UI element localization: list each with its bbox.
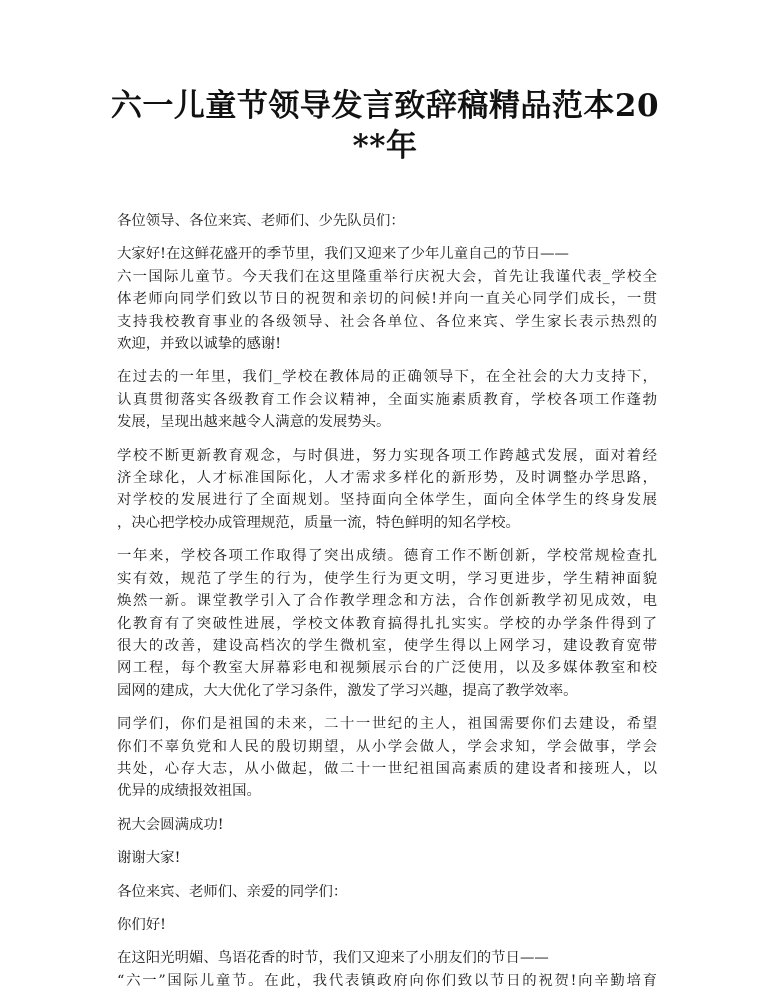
text-line: 焕然一新。课堂教学引入了合作教学理念和方法，合作创新教学初见成效，电	[117, 593, 657, 610]
document-body	[117, 210, 657, 1003]
paragraph-salutation-2	[117, 881, 657, 903]
text-line: 实有效，规范了学生的行为，使学生行为更文明，学习更进步，学生精神面貌	[117, 570, 657, 587]
text-line: 在这阳光明媚、鸟语花香的时节，我们又迎来了小朋友们的节日——	[117, 950, 549, 967]
text-line: 体老师向同学们致以节日的祝贺和亲切的问候!并向一直关心同学们成长，一贯	[117, 291, 657, 308]
text-line: 支持我校教育事业的各级领导、社会各单位、各位来宾、学生家长表示热烈的	[117, 313, 657, 330]
paragraph-achievements	[117, 545, 657, 702]
text-line: 欢迎，并致以诚挚的感谢!	[117, 336, 282, 353]
text-line: 六一国际儿童节。今天我们在这里隆重举行庆祝大会，首先让我谨代表_学校全	[117, 268, 657, 285]
text-line: 一年来，学校各项工作取得了突出成绩。德育工作不断创新，学校常规检查扎	[117, 548, 657, 565]
document-title	[110, 86, 660, 166]
text-line: 很大的改善，建设高档次的学生微机室，使学生得以上网学习，建设教育宽带	[117, 637, 657, 654]
paragraph-thanks	[117, 847, 657, 869]
text-line: 你们不辜负党和人民的殷切期望，从小学会做人，学会求知，学会做事，学会	[117, 738, 657, 755]
text-line: 发展，呈现出越来越令人满意的发展势头。	[117, 414, 391, 431]
text-line: 对学校的发展进行了全面规划。坚持面向全体学生，面向全体学生的终身发展	[117, 492, 657, 509]
text-line: “六一”国际儿童节。在此，我代表镇政府向你们致以节日的祝贺!向辛勤培育	[117, 972, 657, 989]
paragraph-festival	[117, 947, 657, 992]
text-line: 各位领导、各位来宾、老师们、少先队员们：	[117, 213, 405, 229]
text-line: 园网的建成，大大优化了学习条件，激发了学习兴趣，提高了教学效率。	[117, 682, 578, 699]
text-line: 化教育有了突破性进展，学校文体教育搞得扎扎实实。学校的办学条件得到了	[117, 615, 657, 632]
text-line: 共处，心存大志，从小做起，做二十一世纪祖国高素质的建设者和接班人，以	[117, 760, 657, 777]
text-line: ，决心把学校办成管理规范，质量一流，特色鲜明的知名学校。	[117, 514, 520, 531]
paragraph-students	[117, 713, 657, 803]
text-line: 济全球化，人才标准国际化，人才需求多样化的新形势，及时调整办学思路，	[117, 470, 657, 487]
paragraph-hello	[117, 914, 657, 936]
text-line: 各位来宾、老师们、亲爱的同学们：	[117, 883, 348, 900]
text-line: 同学们，你们是祖国的未来，二十一世纪的主人，祖国需要你们去建设，希望	[117, 716, 657, 733]
title-line: 六一儿童节领导发言致辞稿精品范本20	[110, 88, 660, 124]
text-line: 大家好!在这鲜花盛开的季节里，我们又迎来了少年儿童自己的节日——	[117, 246, 569, 263]
paragraph-salutation	[117, 210, 657, 232]
text-line: 网工程，每个教室大屏幕彩电和视频展示台的广泛使用，以及多媒体教室和校	[117, 660, 657, 677]
text-line: 学校不断更新教育观念，与时俱进，努力实现各项工作跨越式发展，面对着经	[117, 447, 657, 464]
title-line: **年	[352, 128, 418, 164]
text-line: 优异的成绩报效祖国。	[117, 783, 261, 800]
text-line: 祝大会圆满成功!	[117, 816, 224, 833]
paragraph-past-year	[117, 366, 657, 433]
paragraph-concepts	[117, 445, 657, 535]
text-line: 你们好!	[117, 916, 166, 933]
text-line: 谢谢大家!	[117, 850, 181, 867]
text-line: 在过去的一年里，我们_学校在教体局的正确领导下，在全社会的大力支持下，	[117, 369, 657, 386]
paragraph-greeting	[117, 243, 657, 355]
text-line: 认真贯彻落实各级教育工作会议精神，全面实施素质教育，学校各项工作蓬勃	[117, 391, 657, 408]
paragraph-wish	[117, 814, 657, 836]
